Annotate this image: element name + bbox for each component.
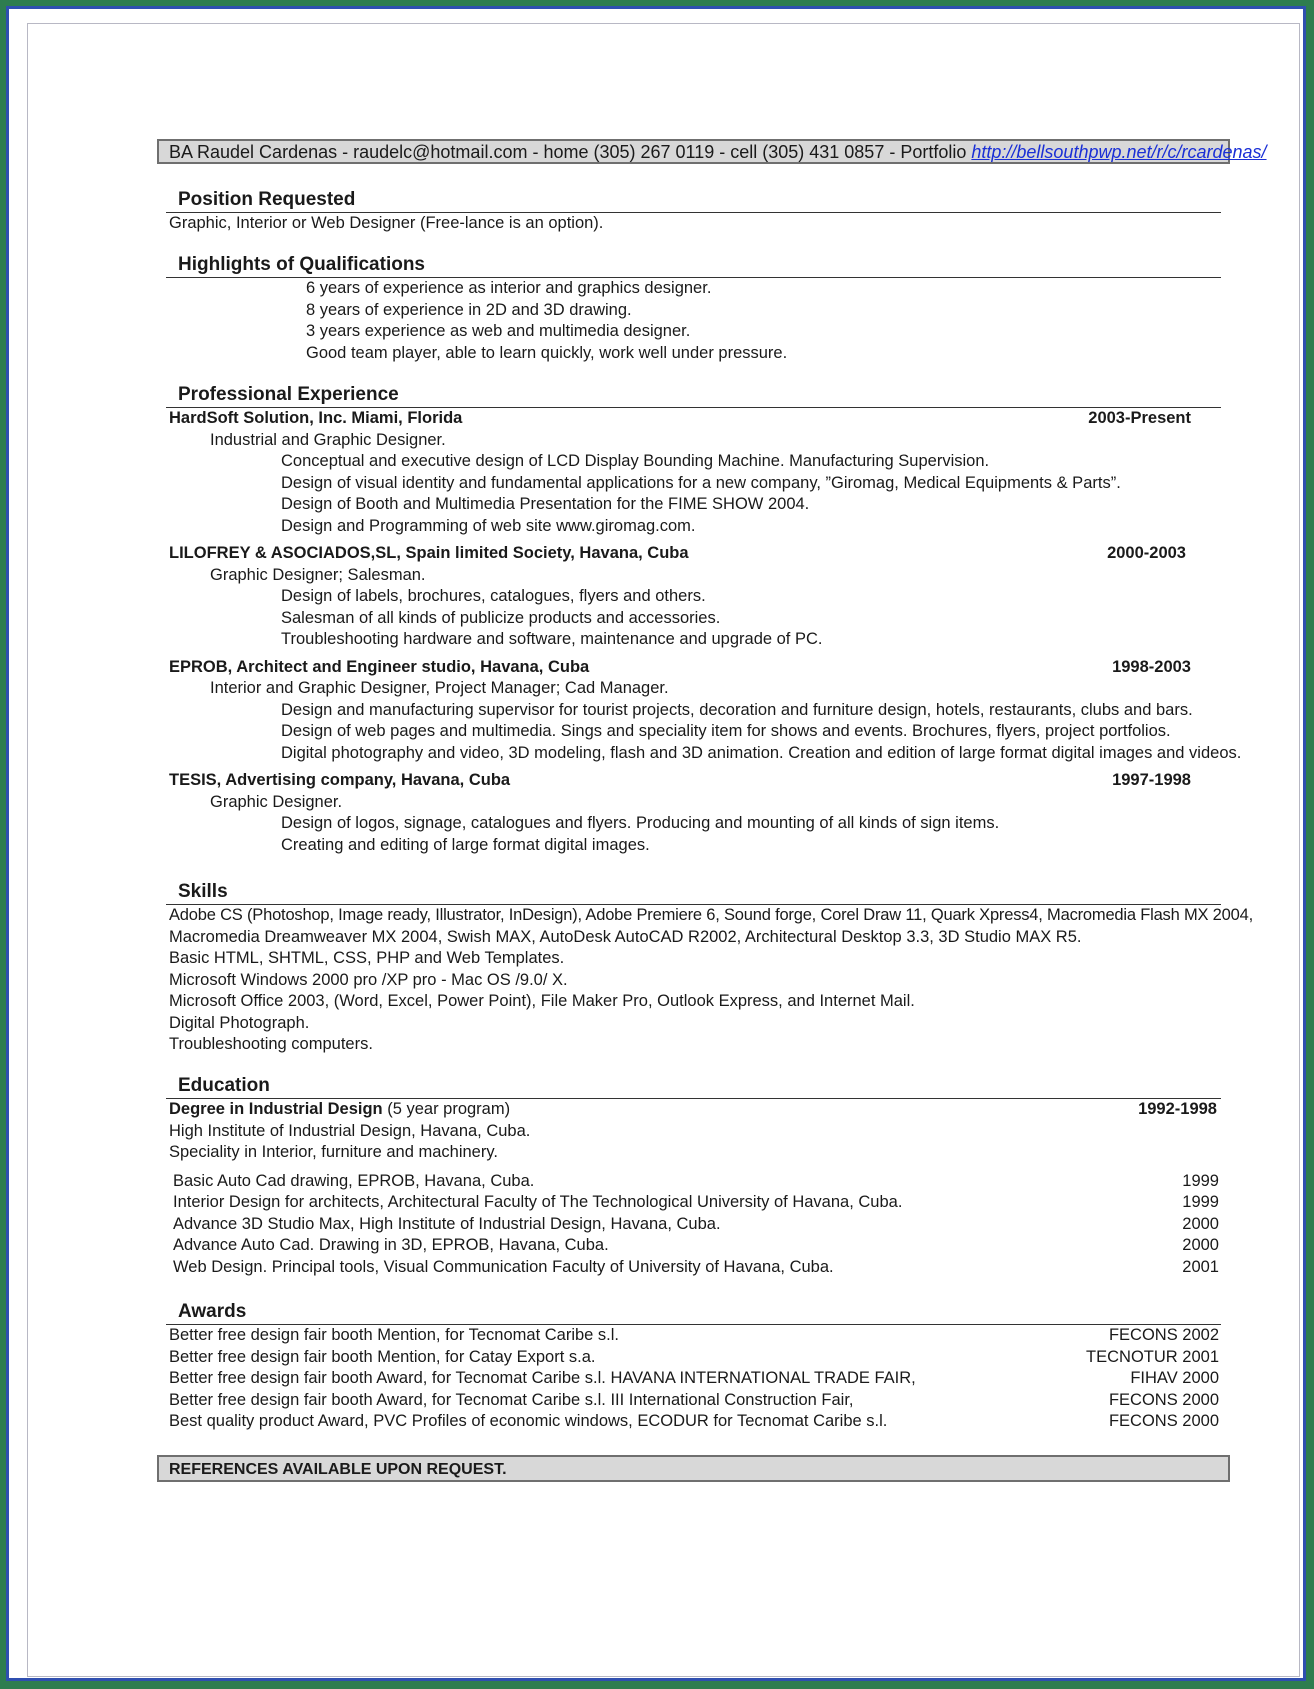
award-event: FECONS 2002 [1108,1326,1219,1344]
award-row [157,1347,1221,1369]
course-row [157,1214,1221,1236]
course-year: 1999 [1182,1193,1219,1211]
job-company: HardSoft Solution, Inc. Miami, Florida [169,409,463,427]
job-company: EPROB, Architect and Engineer studio, Havana, Cuba [169,657,590,676]
course-name: Advance 3D Studio Max, High Institute of Industrial Design, Havana, Cuba. [173,1214,721,1233]
award-event: TECNOTUR 2001 [1086,1347,1219,1366]
award-row [157,1411,1221,1433]
course-row [157,1171,1221,1193]
skills-section [157,880,1253,1056]
section-title: Awards [166,1300,1221,1325]
job-years: 2000-2003 [1107,544,1186,562]
highlight-item: 8 years of experience in 2D and 3D drawing. [306,300,632,319]
job-role: Interior and Graphic Designer, Project Manager; Cad Manager. [210,679,669,697]
skill-item: Adobe CS (Photoshop, Image ready, Illustrator, InDesign), Adobe Premiere 6, Sound forge, Corel Draw 11, Quark Xpress4, Macromedia Flash MX 2004, [169,906,1253,924]
award-event: FECONS 2000 [1108,1390,1219,1409]
position-section [157,188,1221,235]
degree-speciality: Speciality in Interior, furniture and machinery. [169,1143,498,1161]
course-year: 2001 [1182,1257,1219,1276]
award-name: Best quality product Award, PVC Profiles of economic windows, ECODUR for Tecnomat Caribe s.l. [169,1412,888,1430]
highlights-section [157,253,1221,364]
course-name: Basic Auto Cad drawing, EPROB, Havana, Cuba. [173,1171,535,1190]
job-duty: Digital photography and video, 3D modeling, flash and 3D animation. Creation and edition of large format digital images and videos. [281,743,1242,762]
job-duty: Salesman of all kinds of publicize products and accessories. [281,608,721,627]
job-duty: Design of labels, brochures, catalogues, flyers and others. [281,587,706,605]
degree-name: Degree in Industrial Design [169,1100,383,1118]
job-company: LILOFREY & ASOCIADOS,SL, Spain limited Society, Havana, Cuba [169,544,689,562]
job-entry [157,657,1242,765]
skill-item: Macromedia Dreamweaver MX 2004, Swish MAX, AutoDesk AutoCAD R2002, Architectural Desktop 3.3, 3D Studio MAX R5. [169,927,1082,946]
award-name: Better free design fair booth Mention, for Tecnomat Caribe s.l. [169,1326,620,1344]
job-years: 2003-Present [1088,409,1191,427]
job-role: Industrial and Graphic Designer. [210,430,446,449]
course-year: 1999 [1182,1171,1219,1190]
highlight-item: 3 years experience as web and multimedia designer. [306,322,691,340]
skill-item: Microsoft Office 2003, (Word, Excel, Power Point), File Maker Pro, Outlook Express, and Internet Mail. [169,992,915,1010]
degree-line [169,1099,510,1121]
job-duty: Creating and editing of large format digital images. [281,835,650,854]
job-duty: Conceptual and executive design of LCD Display Bounding Machine. Manufacturing Supervision. [281,452,990,470]
highlight-item: 6 years of experience as interior and graphics designer. [306,279,712,297]
section-title: Skills [166,880,1221,905]
award-row [157,1390,1221,1412]
references-banner: REFERENCES AVAILABLE UPON REQUEST. [157,1455,1230,1482]
job-role: Graphic Designer. [210,792,343,811]
course-row [157,1235,1221,1257]
award-event: FIHAV 2000 [1130,1369,1219,1387]
job-company: TESIS, Advertising company, Havana, Cuba [169,771,511,789]
course-row [157,1257,1221,1279]
award-name: Better free design fair booth Mention, for Catay Export s.a. [169,1347,596,1366]
section-title: Highlights of Qualifications [166,253,1221,278]
skill-item: Digital Photograph. [169,1013,310,1032]
contact-banner [157,139,1267,164]
experience-section [157,383,1242,856]
degree-program: (5 year program) [382,1100,511,1118]
course-name: Advance Auto Cad. Drawing in 3D, EPROB, Havana, Cuba. [173,1236,609,1254]
job-entry [157,770,1221,856]
section-title: Position Requested [166,188,1221,213]
skill-item: Troubleshooting computers. [169,1035,373,1053]
portfolio-link[interactable]: http://bellsouthpwp.net/r/c/rcardenas/ [971,142,1267,162]
job-duty: Design of logos, signage, catalogues and flyers. Producing and mounting of all kinds of sign items. [281,814,1000,832]
award-row [157,1368,1221,1390]
job-duty: Design of visual identity and fundamental applications for a new company, ”Giromag, Medical Equipments & Parts”. [281,473,1121,492]
degree-years: 1992-1998 [1138,1100,1217,1118]
course-year: 2000 [1182,1236,1219,1254]
job-entry [157,543,1221,651]
course-name: Web Design. Principal tools, Visual Communication Faculty of University of Havana, Cuba. [173,1257,834,1276]
skill-item: Basic HTML, SHTML, CSS, PHP and Web Templates. [169,949,565,967]
course-year: 2000 [1182,1214,1219,1233]
education-section [157,1074,1221,1278]
job-duty: Design of Booth and Multimedia Presentation for the FIME SHOW 2004. [281,495,810,513]
degree-school: High Institute of Industrial Design, Havana, Cuba. [169,1121,531,1140]
job-duty: Design and manufacturing supervisor for tourist projects, decoration and furniture design, hotels, restaurants, clubs and bars. [281,700,1193,719]
award-row [157,1325,1221,1347]
contact-info: BA Raudel Cardenas - raudelc@hotmail.com - home (305) 267 0119 - cell (305) 431 0857 - Portfolio [169,142,972,162]
section-title: Professional Experience [166,383,1221,408]
job-years: 1998-2003 [1112,657,1191,676]
job-role: Graphic Designer; Salesman. [210,565,426,584]
job-years: 1997-1998 [1112,771,1191,789]
course-row [157,1192,1221,1214]
job-entry [157,408,1221,537]
award-name: Better free design fair booth Award, for Tecnomat Caribe s.l. III International Construction Fair, [169,1390,854,1409]
awards-section [157,1300,1221,1433]
job-duty: Design of web pages and multimedia. Sings and speciality item for shows and events. Brochures, flyers, project portfolios. [281,722,1171,740]
position-text: Graphic, Interior or Web Designer (Free-lance is an option). [169,214,604,232]
course-list [157,1171,1221,1279]
job-duty: Troubleshooting hardware and software, maintenance and upgrade of PC. [281,630,823,648]
course-name: Interior Design for architects, Architectural Faculty of The Technological University of Havana, Cuba. [173,1193,903,1211]
award-event: FECONS 2000 [1108,1412,1219,1430]
award-name: Better free design fair booth Award, for Tecnomat Caribe s.l. HAVANA INTERNATIONAL TRADE FAIR, [169,1369,916,1387]
job-duty: Design and Programming of web site www.giromag.com. [281,516,696,535]
highlight-item: Good team player, able to learn quickly, work well under pressure. [306,343,788,362]
skill-item: Microsoft Windows 2000 pro /XP pro - Mac OS /9.0/ X. [169,970,568,989]
section-title: Education [166,1074,1221,1099]
